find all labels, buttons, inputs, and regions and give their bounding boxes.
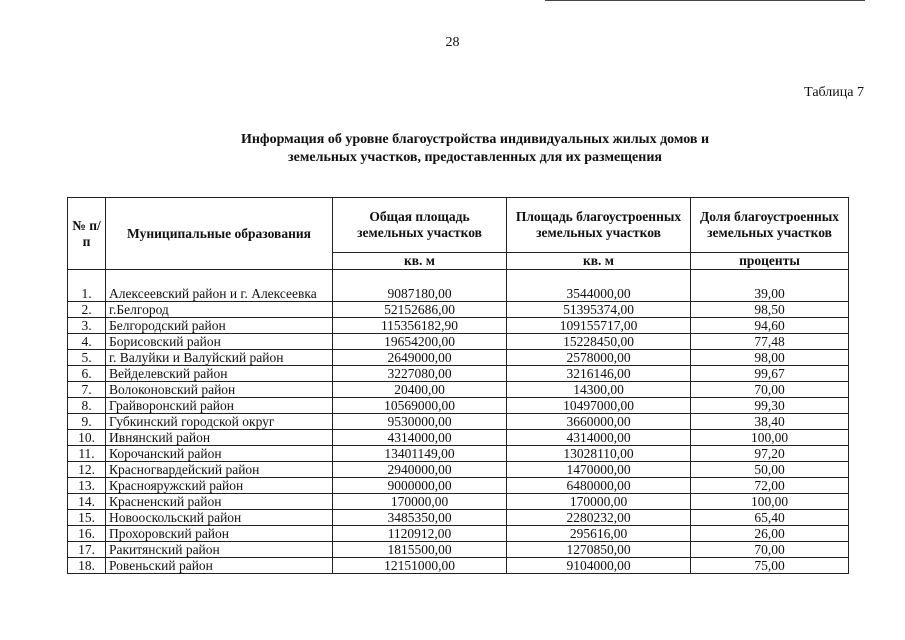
improved-share-cell: 26,00 (691, 526, 849, 542)
improved-area-cell: 2578000,00 (507, 350, 691, 366)
improved-area-cell: 295616,00 (507, 526, 691, 542)
improved-share-cell: 50,00 (691, 462, 849, 478)
total-area-cell: 2940000,00 (333, 462, 507, 478)
improved-share-cell: 38,40 (691, 414, 849, 430)
header-row (68, 198, 849, 253)
total-area-cell: 10569000,00 (333, 398, 507, 414)
row-number: 14. (68, 494, 106, 510)
improved-share-cell: 70,00 (691, 542, 849, 558)
table-title-line-2: земельных участков, предоставленных для их размещения (288, 150, 662, 165)
page-number: 28 (445, 35, 460, 50)
table-row (68, 334, 849, 350)
improved-area-cell: 1270850,00 (507, 542, 691, 558)
table-row (68, 430, 849, 446)
total-area-cell: 1815500,00 (333, 542, 507, 558)
improved-share-cell: 100,00 (691, 494, 849, 510)
municipality-cell: Красненский район (106, 494, 333, 510)
municipality-cell: Ракитянский район (106, 542, 333, 558)
improved-area-cell: 6480000,00 (507, 478, 691, 494)
municipality-cell: Грайворонский район (106, 398, 333, 414)
improved-share-cell: 65,40 (691, 510, 849, 526)
improved-share-cell: 100,00 (691, 430, 849, 446)
table-row (68, 270, 849, 302)
improved-share-cell: 72,00 (691, 478, 849, 494)
table-row (68, 510, 849, 526)
municipality-cell: Ивнянский район (106, 430, 333, 446)
table-title-line-1: Информация об уровне благоустройства индивидуальных жилых домов и (240, 132, 710, 147)
improved-area-cell: 15228450,00 (507, 334, 691, 350)
improved-area-cell: 3216146,00 (507, 366, 691, 382)
municipality-cell: Краснояружский район (106, 478, 333, 494)
row-number: 6. (68, 366, 106, 382)
improved-share-cell: 99,30 (691, 398, 849, 414)
improved-share-cell: 94,60 (691, 318, 849, 334)
improved-area-cell: 170000,00 (507, 494, 691, 510)
improved-share-cell: 99,67 (691, 366, 849, 382)
improved-area-cell: 3544000,00 (507, 270, 691, 302)
municipality-cell: Вейделевский район (106, 366, 333, 382)
municipality-cell: Алексеевский район и г. Алексеевка (106, 270, 333, 302)
table-label: Таблица 7 (804, 85, 864, 100)
total-area-cell: 3227080,00 (333, 366, 507, 382)
total-area-cell: 9530000,00 (333, 414, 507, 430)
row-number: 3. (68, 318, 106, 334)
municipality-cell: Новооскольский район (106, 510, 333, 526)
total-area-cell: 2649000,00 (333, 350, 507, 366)
municipality-cell: Красногвардейский район (106, 462, 333, 478)
improved-share-cell: 98,50 (691, 302, 849, 318)
row-number: 17. (68, 542, 106, 558)
row-number: 4. (68, 334, 106, 350)
total-area-cell: 170000,00 (333, 494, 507, 510)
improved-share-cell: 97,20 (691, 446, 849, 462)
unit-improved-area: кв. м (507, 253, 691, 270)
improved-area-cell: 1470000,00 (507, 462, 691, 478)
total-area-cell: 9000000,00 (333, 478, 507, 494)
row-number: 7. (68, 382, 106, 398)
table-row (68, 398, 849, 414)
total-area-cell: 4314000,00 (333, 430, 507, 446)
row-number: 10. (68, 430, 106, 446)
total-area-cell: 13401149,00 (333, 446, 507, 462)
municipality-cell: Ровеньский район (106, 558, 333, 574)
improved-share-cell: 77,48 (691, 334, 849, 350)
municipality-cell: Прохоровский район (106, 526, 333, 542)
total-area-cell: 19654200,00 (333, 334, 507, 350)
total-area-cell: 52152686,00 (333, 302, 507, 318)
header-improved-share: Доля благоустроенных земельных участков (691, 198, 849, 253)
header-improved-area: Площадь благоустроенных земельных участков (507, 198, 691, 253)
total-area-cell: 3485350,00 (333, 510, 507, 526)
table-row (68, 446, 849, 462)
improved-share-cell: 98,00 (691, 350, 849, 366)
header-number: № п/п (68, 198, 106, 270)
row-number: 15. (68, 510, 106, 526)
improved-area-cell: 109155717,00 (507, 318, 691, 334)
table-row (68, 350, 849, 366)
table-row (68, 558, 849, 574)
unit-total-area: кв. м (333, 253, 507, 270)
row-number: 11. (68, 446, 106, 462)
improved-area-cell: 13028110,00 (507, 446, 691, 462)
table-row (68, 478, 849, 494)
improvement-table (67, 197, 849, 574)
total-area-cell: 115356182,90 (333, 318, 507, 334)
total-area-cell: 12151000,00 (333, 558, 507, 574)
table-row (68, 526, 849, 542)
improved-area-cell: 4314000,00 (507, 430, 691, 446)
row-number: 12. (68, 462, 106, 478)
improved-area-cell: 14300,00 (507, 382, 691, 398)
total-area-cell: 9087180,00 (333, 270, 507, 302)
header-total-area: Общая площадь земельных участков (333, 198, 507, 253)
row-number: 16. (68, 526, 106, 542)
table-row (68, 462, 849, 478)
table-row (68, 318, 849, 334)
table-row (68, 366, 849, 382)
table-row (68, 302, 849, 318)
improved-area-cell: 2280232,00 (507, 510, 691, 526)
table-row (68, 494, 849, 510)
total-area-cell: 20400,00 (333, 382, 507, 398)
improved-area-cell: 51395374,00 (507, 302, 691, 318)
municipality-cell: Корочанский район (106, 446, 333, 462)
total-area-cell: 1120912,00 (333, 526, 507, 542)
top-rule (545, 0, 865, 1)
improved-area-cell: 9104000,00 (507, 558, 691, 574)
improved-share-cell: 70,00 (691, 382, 849, 398)
row-number: 5. (68, 350, 106, 366)
row-number: 2. (68, 302, 106, 318)
table-title (0, 131, 905, 167)
unit-improved-share: проценты (691, 253, 849, 270)
row-number: 18. (68, 558, 106, 574)
table-row (68, 414, 849, 430)
improved-area-cell: 10497000,00 (507, 398, 691, 414)
municipality-cell: г. Валуйки и Валуйский район (106, 350, 333, 366)
row-number: 8. (68, 398, 106, 414)
municipality-cell: Белгородский район (106, 318, 333, 334)
header-municipality: Муниципальные образования (106, 198, 333, 270)
improved-share-cell: 75,00 (691, 558, 849, 574)
municipality-cell: Борисовский район (106, 334, 333, 350)
municipality-cell: г.Белгород (106, 302, 333, 318)
improved-area-cell: 3660000,00 (507, 414, 691, 430)
table-row (68, 382, 849, 398)
table-row (68, 542, 849, 558)
improved-share-cell: 39,00 (691, 270, 849, 302)
row-number: 9. (68, 414, 106, 430)
row-number: 13. (68, 478, 106, 494)
row-number: 1. (68, 270, 106, 302)
municipality-cell: Губкинский городской округ (106, 414, 333, 430)
municipality-cell: Волоконовский район (106, 382, 333, 398)
